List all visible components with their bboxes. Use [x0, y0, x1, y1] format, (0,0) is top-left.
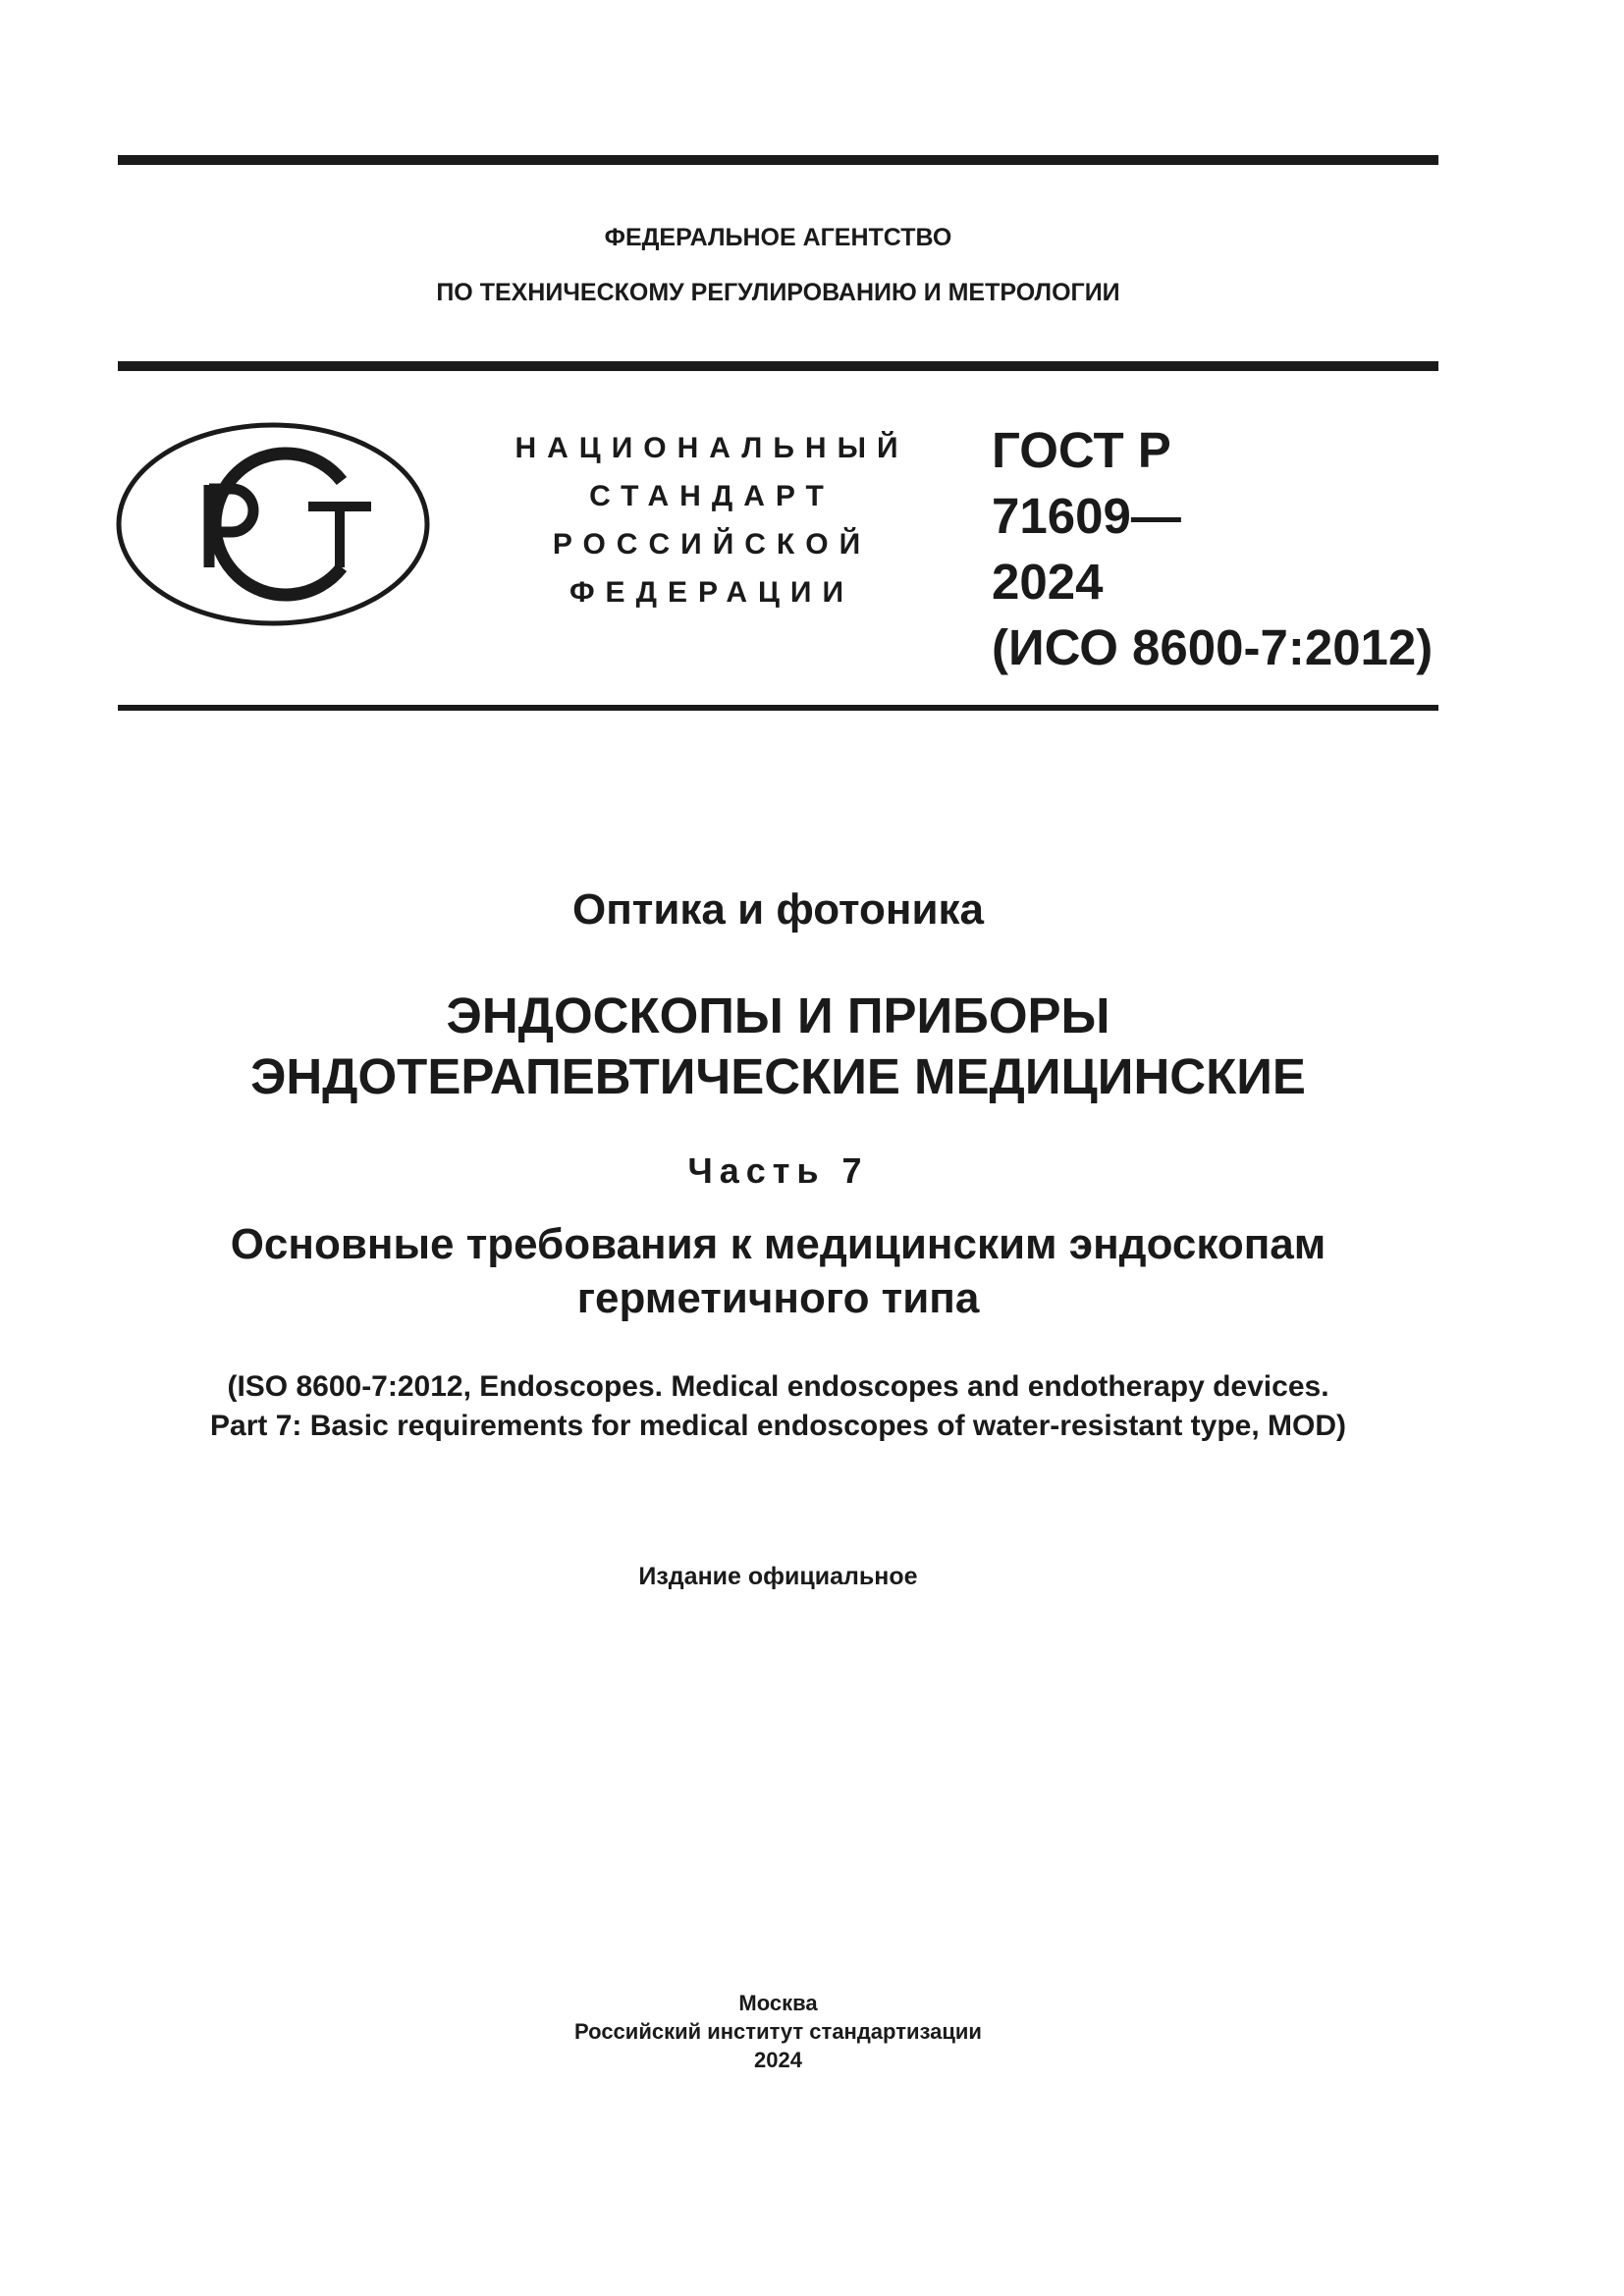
main-title	[118, 986, 1438, 1107]
iso-line-2: Part 7: Basic requirements for medical endoscopes of water-resistant type, MOD)	[210, 1410, 1346, 1442]
top-rule	[118, 155, 1438, 165]
designation-line: (ИСО 8600-7:2012)	[992, 619, 1434, 675]
part-subtitle	[118, 1217, 1438, 1325]
part-number: Часть 7	[687, 1150, 869, 1191]
imprint-year: 2024	[754, 2048, 802, 2072]
iso-reference	[118, 1367, 1438, 1446]
subtitle-line-1: Основные требования к медицинским эндоскопам	[230, 1220, 1326, 1268]
imprint-publisher: Российский институт стандартизации	[574, 2019, 982, 2044]
imprint-city: Москва	[738, 1991, 818, 2015]
designation-line: 2024	[992, 554, 1104, 610]
official-edition-label: Издание официальное	[638, 1563, 918, 1590]
designation-line: 71609—	[992, 488, 1181, 544]
designation-rule	[118, 705, 1438, 711]
national-standard-line: РОССИЙСКОЙ	[552, 528, 872, 561]
national-standard-line: СТАНДАРТ	[589, 480, 835, 512]
rst-certification-mark-icon	[114, 420, 432, 628]
subtitle-line-2: герметичного типа	[576, 1274, 980, 1322]
designation-line: ГОСТ Р	[992, 422, 1171, 478]
standard-designation	[992, 417, 1434, 680]
national-standard-label	[491, 424, 933, 616]
agency-line-1: ФЕДЕРАЛЬНОЕ АГЕНТСТВО	[604, 224, 952, 251]
national-standard-line: НАЦИОНАЛЬНЫЙ	[514, 432, 909, 464]
series-title: Оптика и фотоника	[571, 885, 985, 934]
main-title-line-2: ЭНДОТЕРАПЕВТИЧЕСКИЕ МЕДИЦИНСКИЕ	[250, 1048, 1306, 1104]
national-standard-line: ФЕДЕРАЦИИ	[568, 576, 855, 609]
imprint	[118, 1989, 1438, 2074]
agency-line-2: ПО ТЕХНИЧЕСКОМУ РЕГУЛИРОВАНИЮ И МЕТРОЛОГИИ	[436, 279, 1120, 306]
main-title-line-1: ЭНДОСКОПЫ И ПРИБОРЫ	[446, 988, 1110, 1043]
iso-line-1: (ISO 8600-7:2012, Endoscopes. Medical endoscopes and endotherapy devices.	[227, 1370, 1329, 1403]
header-rule	[118, 361, 1438, 371]
